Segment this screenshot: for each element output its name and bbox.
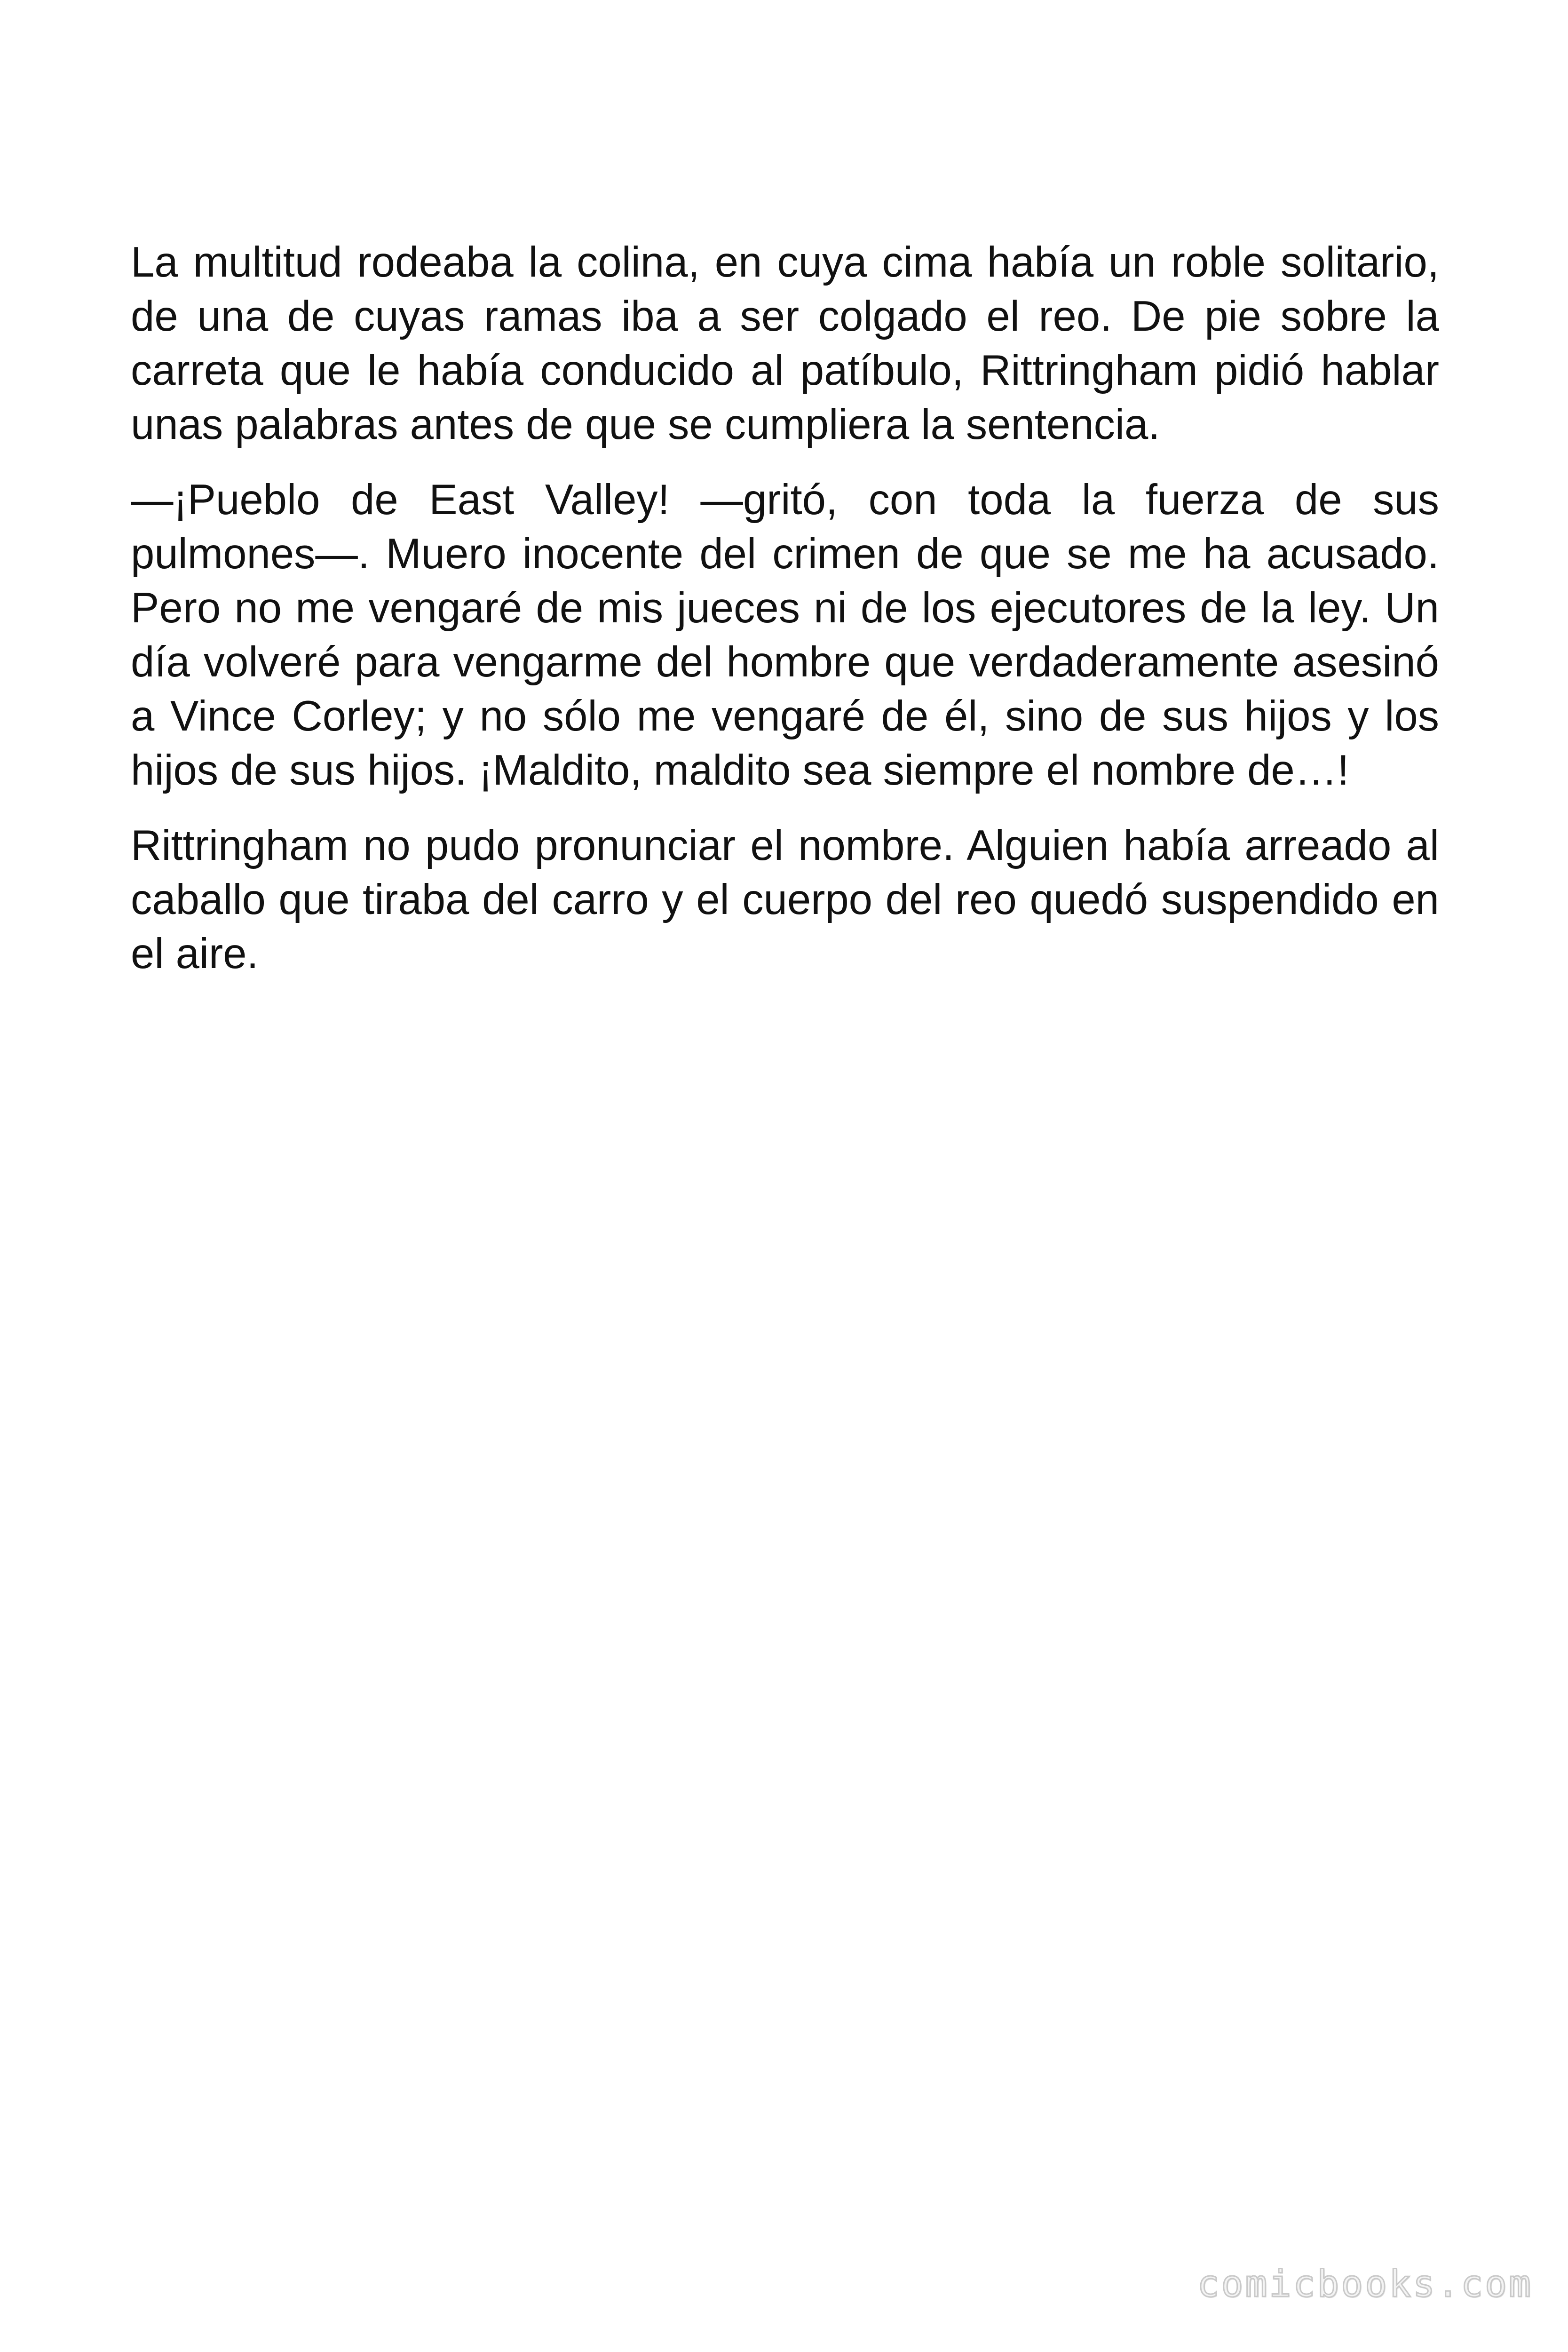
paragraph-1: La multitud rodeaba la colina, en cuya cima había un roble solitario, de una de cuyas ramas iba a ser colgado el reo. De pie sobre la carreta que le había conducido al patíbulo, Rittringham pidió hablar unas palabras antes de que se cumpliera la sentencia. xyxy=(131,238,1439,448)
paragraph-2: —¡Pueblo de East Valley! —gritó, con toda la fuerza de sus pulmones—. Muero inocente del crimen de que se me ha acusado. Pero no me vengaré de mis jueces ni de los ejecutores de la ley. Un día volveré para vengarme del hombre que verdaderamente asesinó a Vince Corley; y no sólo me vengaré de él, sino de sus hijos y los hijos de sus hijos. ¡Maldito, maldito sea siempre el nombre de…! xyxy=(131,476,1439,794)
watermark-logo: comicbooks.com xyxy=(1197,2263,1533,2305)
paragraph-3: Rittringham no pudo pronunciar el nombre. Alguien había arreado al caballo que tiraba del carro y el cuerpo del reo quedó suspendido en el aire. xyxy=(131,822,1439,977)
body-text xyxy=(131,235,1439,1002)
